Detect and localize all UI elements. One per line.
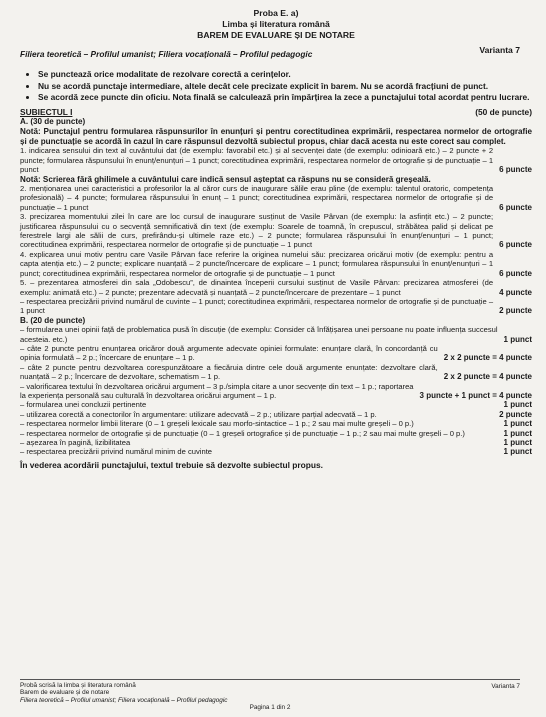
barem-item-3: 3. precizarea momentului zilei în care are loc cursul de inaugurare susținut de Vasile Pârvan (de exemplu: la asfințit etc.) – 2 puncte; justificarea răspunsului cu o secvență semnificativă din text (de exemplu: Soarele de toamnă, în crepuscul, străbătea palid și delicat pe ferestrele largi ale sălii de curs, prefirându-și ultimele raze etc.) – 2 puncte; formularea răspunsului în enunț/enunțuri – 1 punct; corectitudinea exprimării, respectarea normelor de ortografie și de punctuație – 1 punct 6 puncte [20, 212, 532, 250]
barem-b-item: – valorificarea textului în dezvoltarea oricărui argument – 3 p./simpla citare a unor secvențe din text – 1 p.; raportarea la experiența personală sau culturală în dezvoltarea oricărui argument – 1 p. 3 puncte + 1 punct = 4 puncte [20, 381, 532, 400]
section-a-note: Notă: Punctajul pentru formularea răspunsurilor în enunțuri și pentru corectitudinea exprimării, respectarea normelor de ortografie și de punctuație se acordă în cazul în care răspunsul dezvoltă subiectul propus, chiar dacă acesta nu este corect sau complet. [20, 126, 532, 146]
document-title: BAREM DE EVALUARE ȘI DE NOTARE [197, 30, 355, 40]
variant-label: Varianta 7 [479, 45, 520, 55]
barem-note: Notă: Scrierea fără ghilimele a cuvântului care indică sensul așteptat ca răspuns nu se consideră greșeală. [20, 174, 431, 184]
section-b-title: B. (20 de puncte) [20, 315, 86, 325]
rule-item: • Nu se acordă punctaje intermediare, altele decât cele precizate explicit în barem. Nu se acordă fracțiuni de punct. [38, 81, 532, 91]
barem-b-item: – câte 2 puncte pentru dezvoltarea corespunzătoare a fiecăruia dintre cele două argumente enunțate: dezvoltare clară, nuanțată – 2 p.; încercare de dezvoltare, schematism – 1 p. 2 x 2 puncte = 4 puncte [20, 362, 532, 382]
rule-item: • Se acordă zece puncte din oficiu. Nota finală se calculează prin împărțirea la zece a punctajului total acordat pentru lucrare. [38, 92, 532, 102]
barem-b-item: – formularea unei opinii față de problematica pusă în discuție (de exemplu: Consider că înfățișarea unei persoane nu poate influența succesul acesteia. etc.) 1 punct [20, 325, 532, 344]
page-footer [20, 679, 520, 712]
footer-line-2: Barem de evaluare și de notare [20, 689, 110, 697]
subject-points: (50 de puncte) [475, 107, 532, 118]
barem-item-5a: 5. – prezentarea atmosferei din sala „Odobescu”, de dinaintea începerii cursului susținut de Vasile Pârvan: precizarea atmosferei (de exemplu: animată etc.) – 2 puncte; prezentare adecvată și nuanțată – 2 puncte/încercare de prezentare – 1 punct 4 puncte [20, 278, 532, 297]
subject-heading [20, 108, 532, 117]
footer-line-3: Filiera teoretică – Profilul umanist; Filiera vocațională – Profilul pedagogic [20, 696, 228, 704]
barem-b-item: – respectarea normelor de ortografie și de punctuație (0 – 1 greșeli ortografice și de punctuație – 1 p.; 2 sau mai multe greșeli – 0 p.) 1 punct [20, 428, 532, 438]
section-a-title: A. (30 de puncte) [20, 117, 86, 127]
subject-name: Limba și literatura română [222, 19, 330, 29]
subject-title: SUBIECTUL I [20, 107, 73, 118]
section-b-items [20, 325, 532, 457]
barem-b-item: – formularea unei concluzii pertinente 1 punct [20, 400, 532, 410]
general-rules-list [20, 69, 532, 102]
section-a-items [20, 146, 532, 315]
footer-variant: Varianta 7 [491, 683, 520, 690]
exam-name: Proba E. a) [253, 8, 299, 18]
barem-b-item: – utilizarea corectă a conectorilor în argumentare: utilizare adecvată – 2 p.; utilizare parțial adecvată – 1 p. 2 puncte [20, 409, 532, 419]
footer-line-1: Probă scrisă la limba și literatura română [20, 682, 136, 689]
barem-b-item: – așezarea în pagină, lizibilitatea 1 punct [20, 438, 532, 448]
filiera-line: Filiera teoretică – Profilul umanist; Filiera vocațională – Profilul pedagogic [20, 49, 313, 59]
barem-item-2: 2. menționarea unei caracteristici a profesorilor la al căror curs de inaugurare sălile erau pline (de exemplu: talentul oratoric, competența profesională) – 4 puncte; formularea răspunsului în enunț – 1 punct; corectitudinea exprimării, respectarea normelor de ortografie și de punctuație – 1 punct 6 puncte [20, 184, 532, 212]
final-remark: În vederea acordării punctajului, textul trebuie să dezvolte subiectul propus. [20, 459, 323, 470]
barem-b-item: – respectarea precizării privind numărul minim de cuvinte 1 punct [20, 447, 532, 457]
barem-b-item: – câte 2 puncte pentru enunțarea oricăror două argumente adecvate opiniei formulate: enunțare clară, în concordanță cu opinia formulată – 2 p.; încercare de enunțare – 1 p. 2 x 2 puncte = 4 puncte [20, 343, 532, 363]
rule-item: • Se punctează orice modalitate de rezolvare corectă a cerințelor. [38, 69, 532, 79]
barem-item-4: 4. explicarea unui motiv pentru care Vasile Pârvan face referire la originea numelui său: precizarea oricărui motiv (de exemplu: pentru a capta atenția etc.) – 2 puncte; explicare nuanțată – 2 puncte/încercare de explicare – 1 punct; formularea răspunsului în enunț/enunțuri – 1 punct; corectitudinea exprimării, respectarea normelor de ortografie și de punctuație – 1 punct 6 puncte [20, 249, 532, 278]
barem-item-1: 1. indicarea sensului din text al cuvântului dat (de exemplu: favorabil etc.) și al secvenței date (de exemplu: odinioară etc.) – 2 puncte + 2 puncte; formularea răspunsului în enunț/enunțuri – 1 punct; corectitudinea exprimării, respectarea normelor de ortografie și de punctuație – 1 punct 6 puncte [20, 146, 532, 175]
page-number: Pagina 1 din 2 [249, 704, 291, 712]
barem-item-5b: – respectarea precizării privind numărul de cuvinte – 1 punct; corectitudinea exprimării, respectarea normelor de ortografie și de punctuație – 1 punct 2 puncte [20, 296, 532, 316]
barem-b-item: – respectarea normelor limbii literare (0 – 1 greșeli lexicale sau morfo-sintactice – 1 p.; 2 sau mai multe greșeli – 0 p.) 1 punct [20, 419, 532, 429]
